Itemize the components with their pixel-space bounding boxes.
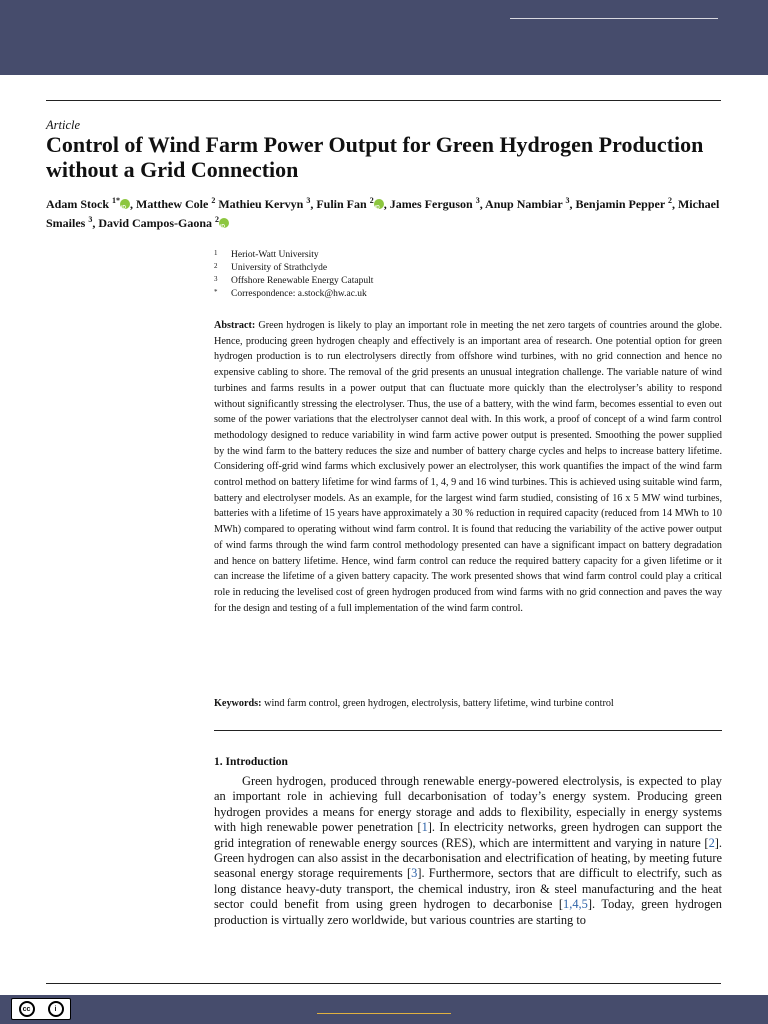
header-rule: [510, 18, 718, 19]
affiliation: [214, 288, 373, 301]
author: Fulin Fan $^2$iD ,: [316, 197, 389, 211]
paper-title: Control of Wind Farm Power Output for Green Hydrogen Production without a Grid Connection: [46, 132, 704, 182]
cc-icon: cc: [19, 1001, 35, 1017]
top-divider: [46, 100, 721, 101]
affiliation-text: Correspondence: a.stock@hw.ac.uk: [231, 289, 367, 299]
article-type: Article: [46, 118, 81, 132]
author: Adam Stock $^{1*}$iD ,: [46, 197, 136, 211]
author: James Ferguson $^3$,: [389, 196, 486, 211]
author-name: James Ferguson: [389, 197, 476, 211]
keywords-label: Keywords:: [214, 698, 262, 709]
author-affiliation-marker: 3: [475, 196, 480, 205]
author-name: Adam Stock: [46, 197, 113, 211]
intro-text: ]. Furthermore, sectors that are difficult to electrify, such as long distance heavy-duty transport, the chemical industry, iron & steel manufacturing and the heat sector could benefit from using green hydrogen to decarbonise [: [214, 866, 722, 912]
author-affiliation-marker: 2: [369, 196, 374, 205]
affiliation-text: Heriot-Watt University: [231, 250, 319, 260]
author: [136, 197, 218, 211]
author-name: Michael Smailes: [46, 197, 720, 230]
abstract-text: Green hydrogen is likely to play an important role in meeting the net zero targets of countries around the globe. Hence, producing green hydrogen cheaply and effectively is an important area of research. One potential option for green hydrogen production is to run electrolysers directly from offshore wind turbines, with no grid connection and hence no expensive cabling to shore. The removal of the grid presents an unusual integration challenge. The variable nature of wind turbines and farms results in a power output that can fluctuate more quickly than the electrolyser’s ability to respond without significantly stressing the electrolyser. Thus, the use of a battery, with the wind farm, becomes essential to even out some of the power variations that the electrolyser cannot deal with. In this work, a proof of concept of a wind farm control methodology designed to reduce variability in wind farm active power output is presented. Smoothing the power supplied by the wind farm to the battery reduces the size and number of battery charge cycles and helps to increase battery lifetime. Considering off-grid wind farms which exclusively power an electrolyser, this work quantifies the impact of the wind farm control method on battery lifetime for wind farms of 1, 4, 9 and 16 wind turbines. This is achieved using suitable wind farm, battery and electrolyser models. As an example, for the largest wind farm studied, consisting of 16 x 5 MW wind turbines, batteries with a lifetime of 15 years have approximately a 30 % reduction in required capacity (reduced from 14 MWh to 10 MWh) compared to operating without wind farm control. It is found that reducing the variability of the active power output of wind farms through the wind farm control methodology presented can have a significant impact on battery degradation and hence on battery lifetime. Hence, wind farm control can reduce the required battery capacity for a given lifetime or it can increase the lifetime of a given battery capacity. The work presented shows that wind farm control could play a critical role in reducing the levelised cost of green hydrogen produced from wind farms with no grid connection and paves the way for the design and testing of a full implementation of the wind farm control.: [214, 320, 722, 614]
intro-text: ]. Today, green hydrogen production is virtually zero worldwide, but various countries are starting to: [214, 897, 723, 927]
attribution-icon: i: [48, 1001, 64, 1017]
author: Mathieu Kervyn $^3$,: [218, 196, 317, 211]
intro-text: Green hydrogen, produced through renewable energy-powered electrolysis, is expected to play an important role in achieving full decarbonisation of today’s energy system. Producing green hydrogen provides a means for energy storage and adds to flexibility, especially in energy systems with high renewable power penetration [: [214, 774, 722, 835]
citation-link[interactable]: 2: [708, 835, 715, 850]
affiliation-number: 2: [214, 262, 218, 270]
affiliation-text: University of Strathclyde: [231, 263, 328, 273]
citation-link[interactable]: 1: [421, 820, 428, 835]
section-heading: 1. Introduction: [214, 756, 288, 768]
author-affiliation-marker: 2: [667, 196, 672, 205]
affiliation: [214, 262, 373, 275]
affiliation: [214, 249, 373, 262]
citation-link[interactable]: 3: [411, 866, 418, 881]
footer-band: [0, 995, 768, 1024]
footer-rule: [317, 1013, 451, 1014]
author: Michael Smailes $^3$,: [46, 197, 720, 230]
footer-divider: [46, 983, 721, 984]
keywords-text: wind farm control, green hydrogen, electrolysis, battery lifetime, wind turbine control: [264, 698, 614, 709]
author-affiliation-marker: 3: [88, 215, 93, 224]
affiliation-number: *: [214, 288, 218, 296]
author-affiliation-marker: 1*: [112, 196, 121, 205]
author: Benjamin Pepper $^2$,: [575, 196, 678, 211]
section-divider: [214, 730, 722, 731]
affiliation: [214, 275, 373, 288]
author-name: Matthew Cole: [136, 197, 212, 211]
affiliation-text: Offshore Renewable Energy Catapult: [231, 276, 374, 286]
author: Anup Nambiar $^3$,: [485, 196, 576, 211]
citation-link[interactable]: 1,4,5: [563, 897, 588, 912]
intro-text: ]. In electricity networks, green hydrogen can support the grid integration of renewable energy sources (RES), which are intermittent and varying in nature [: [214, 820, 723, 850]
header-band: [0, 0, 768, 75]
author-affiliation-marker: 2: [215, 215, 220, 224]
author-name: Mathieu Kervyn: [218, 197, 307, 211]
orcid-icon[interactable]: [374, 199, 384, 209]
affiliation-number: 3: [214, 275, 218, 283]
cc-license-logo[interactable]: [11, 998, 71, 1020]
orcid-icon[interactable]: [219, 218, 229, 228]
affiliation-list: [214, 249, 373, 301]
author-affiliation-marker: 2: [211, 196, 216, 205]
author-name: Benjamin Pepper: [575, 197, 668, 211]
affiliation-number: 1: [214, 249, 218, 257]
abstract-label: Abstract:: [214, 320, 256, 331]
author-list: [46, 193, 726, 231]
author-name: Fulin Fan: [316, 197, 370, 211]
author: [98, 216, 229, 230]
introduction-paragraph: [214, 774, 722, 928]
author-name: Anup Nambiar: [485, 197, 566, 211]
keywords: [214, 696, 722, 711]
author-affiliation-marker: 3: [565, 196, 570, 205]
author-name: David Campos-Gaona: [98, 216, 216, 230]
abstract: [214, 318, 722, 616]
author-affiliation-marker: 3: [306, 196, 311, 205]
orcid-icon[interactable]: [120, 199, 130, 209]
intro-text: ]. Green hydrogen can also assist in the decarbonisation and electrification of heating, by meeting future seasonal energy storage requirements [: [214, 835, 722, 881]
